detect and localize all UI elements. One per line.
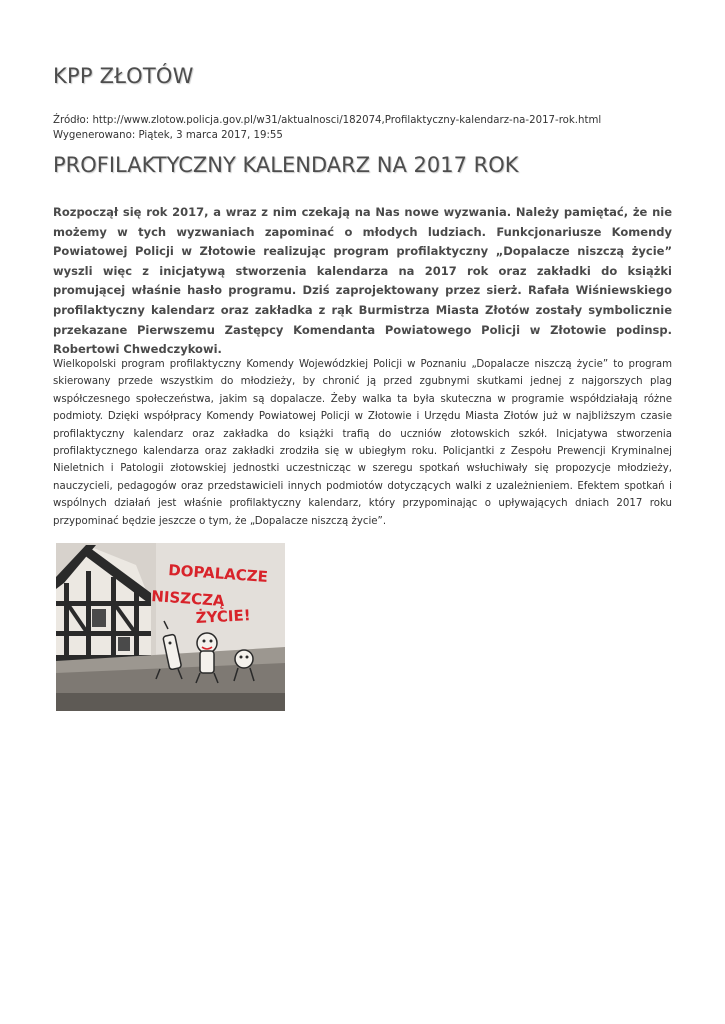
- poster-text-2: NISZCZĄ: [150, 587, 226, 611]
- meta-info: [53, 113, 601, 143]
- source-line: Źródło: http://www.zlotow.policja.gov.pl/w31/aktualnosci/182074,Profilaktyczny-kalendarz-na-2017-rok.html: [53, 115, 602, 126]
- article-body: Wielkopolski program profilaktyczny Komendy Wojewódzkiej Policji w Poznaniu „Dopalacze niszczą życie” to program skierowany przede wszystkim do młodzieży, by chronić ją przed zgubnymi skutkami jednej z najgorszych plag współczesnego społeczeństwa, jakim są dopalacze. Żeby walka ta była skuteczna w programie współdziałają różne podmioty. Dzięki współpracy Komendy Powiatowej Policji w Złotowie i Urzędu Miasta Złotów już w najbliższym czasie profilaktyczny kalendarz oraz zakładka do książki trafią do uczniów złotowskich szkół. Inicjatywa stworzenia profilaktycznego kalendarza oraz zakładki zrodziła się w ubiegłym roku. Policjantki z Zespołu Prewencji Kryminalnej Nieletnich i Patologii złotowskiej jednostki uczestnicząc w szeregu spotkań wsłuchiwały się propozycje młodzieży, nauczycieli, pedagogów oraz przedstawicieli innych podmiotów dotyczących walki z uzależnieniem. Efektem spotkań i wspólnych działań jest właśnie profilaktyczny kalendarz, który przypominając o upływających dniach 2017 roku przypominać będzie jeszcze o tym, że „Dopalacze niszczą życie”.: [53, 359, 672, 527]
- article-title: PROFILAKTYCZNY KALENDARZ NA 2017 ROK: [53, 153, 519, 177]
- poster-illustration: [56, 543, 285, 711]
- article-photo: [56, 543, 285, 711]
- poster-text-3: ŻYCIE!: [195, 606, 252, 627]
- poster-text-1: DOPALACZE: [167, 561, 269, 586]
- site-title: KPP ZŁOTÓW: [53, 64, 194, 88]
- generated-line: Wygenerowano: Piątek, 3 marca 2017, 19:55: [53, 130, 283, 141]
- article-lead: Rozpoczął się rok 2017, a wraz z nim czekają na Nas nowe wyzwania. Należy pamiętać, że nie możemy w tych wyzwaniach zapominać o młodych ludziach. Funkcjonariusze Komendy Powiatowej Policji w Złotowie realizując program profilaktyczny „Dopalacze niszczą życie” wyszli więc z inicjatywą stworzenia kalendarza na 2017 rok oraz zakładki do książki promującej właśnie hasło programu. Dziś zaprojektowany przez sierż. Rafała Wiśniewskiego profilaktyczny kalendarz oraz zakładka z rąk Burmistrza Miasta Złotów zostały symbolicznie przekazane Pierwszemu Zastępcy Komendanta Powiatowego Policji w Złotowie podinsp. Robertowi Chwedczykowi.: [53, 205, 672, 357]
